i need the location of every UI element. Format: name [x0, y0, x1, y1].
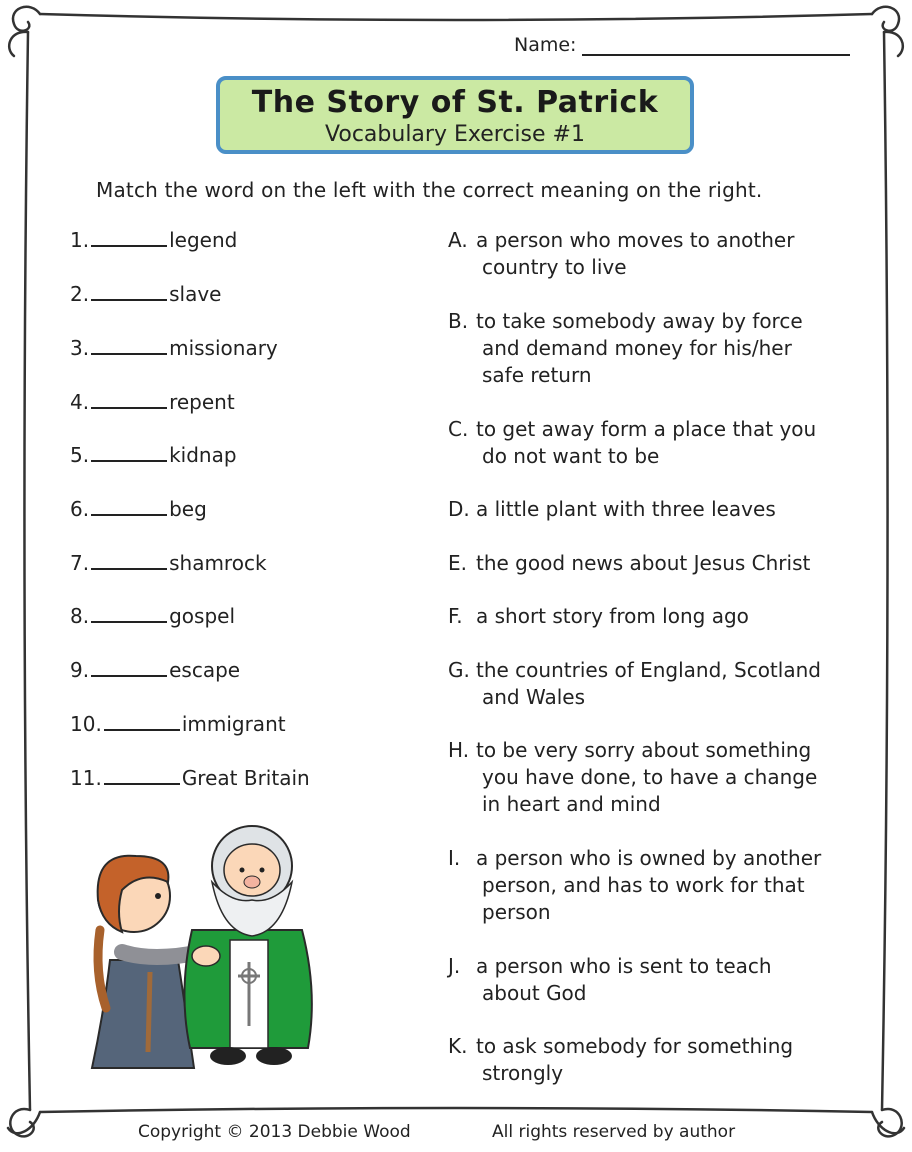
- definition-item: A. a person who moves to another country to live: [448, 228, 795, 279]
- answer-blank[interactable]: [91, 229, 167, 247]
- definition-item: I. a person who is owned by another person, and has to work for that person: [448, 846, 822, 924]
- word-item: 1. legend: [70, 228, 238, 252]
- definition-item: J. a person who is sent to teach about God: [448, 954, 772, 1005]
- instructions: Match the word on the left with the correct meaning on the right.: [96, 178, 763, 202]
- answer-blank[interactable]: [91, 283, 167, 301]
- definition-item: H. to be very sorry about something you have done, to have a change in heart and mind: [448, 738, 818, 816]
- word-item: 9. escape: [70, 658, 241, 682]
- title-box: [216, 76, 694, 154]
- definition-item: G. the countries of England, Scotland and Wales: [448, 658, 821, 709]
- word-item: 2. slave: [70, 282, 222, 306]
- word-item: 4. repent: [70, 390, 235, 414]
- answer-blank[interactable]: [91, 552, 167, 570]
- answer-blank[interactable]: [91, 391, 167, 409]
- name-label: Name:: [514, 34, 577, 56]
- answer-blank[interactable]: [91, 444, 167, 462]
- definition-item: B. to take somebody away by force and demand money for his/her safe return: [448, 309, 803, 387]
- definition-item: D. a little plant with three leaves: [448, 497, 776, 521]
- name-field: [514, 34, 850, 56]
- answer-blank[interactable]: [91, 605, 167, 623]
- word-item: 8. gospel: [70, 604, 236, 628]
- word-item: 10. immigrant: [70, 712, 286, 736]
- name-blank[interactable]: [582, 34, 850, 56]
- page-title: The Story of St. Patrick: [251, 85, 659, 120]
- rights-notice: All rights reserved by author: [492, 1122, 736, 1142]
- word-item: 5. kidnap: [70, 443, 237, 467]
- definition-item: C. to get away form a place that you do not want to be: [448, 417, 817, 468]
- copyright: Copyright © 2013 Debbie Wood: [138, 1122, 411, 1142]
- definition-item: E. the good news about Jesus Christ: [448, 551, 811, 575]
- word-item: 6. beg: [70, 497, 207, 521]
- answer-blank[interactable]: [104, 767, 180, 785]
- definition-item: K. to ask somebody for something strongly: [448, 1034, 794, 1085]
- word-item: 11. Great Britain: [70, 766, 310, 790]
- word-item: 7. shamrock: [70, 551, 267, 575]
- word-item: 3. missionary: [70, 336, 278, 360]
- page-subtitle: Vocabulary Exercise #1: [325, 122, 585, 147]
- answer-blank[interactable]: [104, 713, 180, 731]
- st-patrick-illustration: [82, 812, 322, 1074]
- answer-blank[interactable]: [91, 337, 167, 355]
- answer-blank[interactable]: [91, 498, 167, 516]
- answer-blank[interactable]: [91, 659, 167, 677]
- definition-item: F. a short story from long ago: [448, 604, 749, 628]
